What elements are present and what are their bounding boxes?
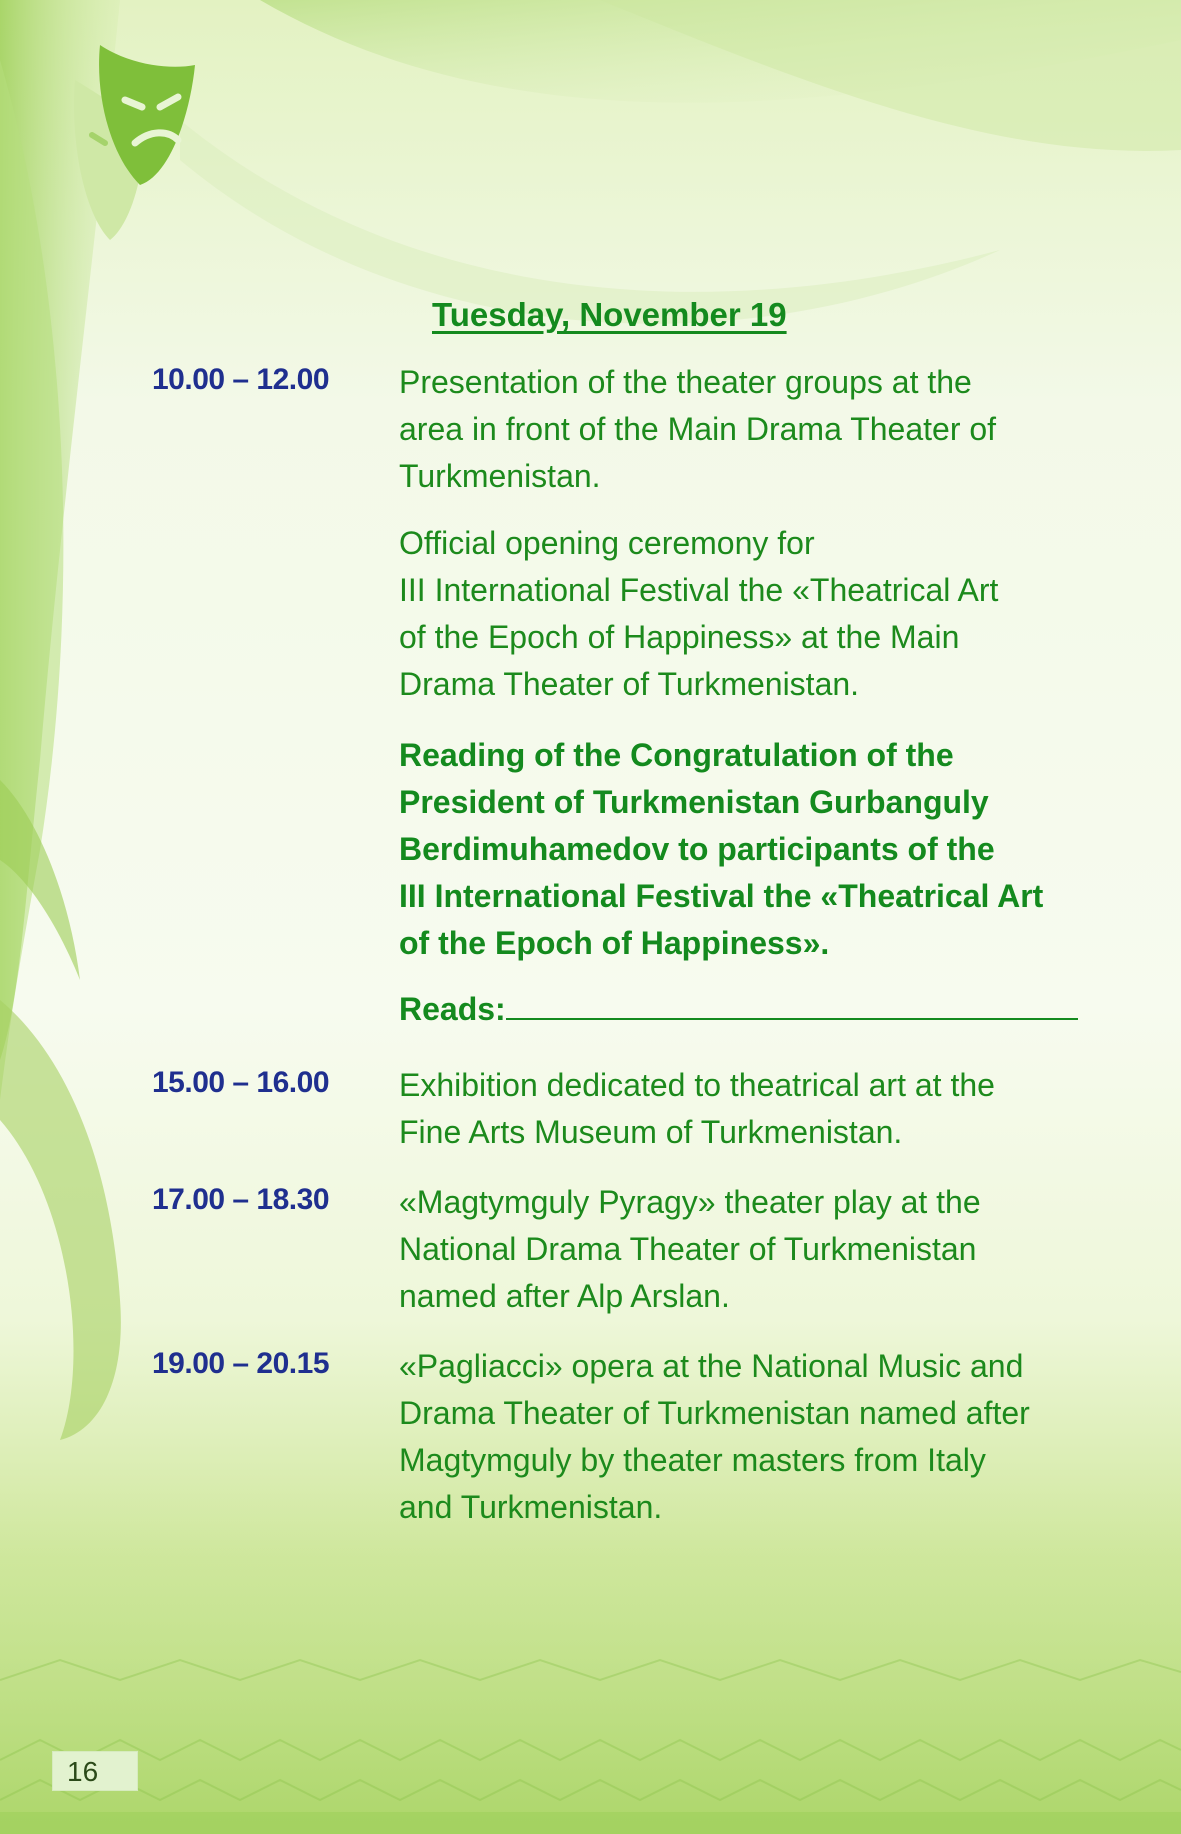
event-description: Presentation of the theater groups at the area in front of the Main Drama Theater of Turkmenistan. (399, 364, 997, 494)
reads-line (399, 988, 1078, 1028)
time-range: 17.00 – 18.30 (152, 1183, 330, 1216)
time-range: 15.00 – 16.00 (152, 1066, 330, 1099)
event-description: Reading of the Congratulation of the President of Turkmenistan Gurbanguly Berdimuhamedov to participants of the III International Festival the «Theatrical Art of the Epoch of Happiness». (399, 737, 1044, 961)
time-range: 10.00 – 12.00 (152, 363, 330, 396)
page-number: 16 (52, 1751, 138, 1791)
event-description: «Magtymguly Pyragy» theater play at the National Drama Theater of Turkmenistan named after Alp Arslan. (399, 1184, 981, 1314)
event-description: Exhibition dedicated to theatrical art at the Fine Arts Museum of Turkmenistan. (399, 1067, 995, 1150)
theater-masks-icon (50, 25, 200, 255)
day-title: Tuesday, November 19 (432, 296, 787, 333)
reads-blank (506, 988, 1078, 1020)
time-range: 19.00 – 20.15 (152, 1347, 330, 1380)
reads-label: Reads: (399, 991, 506, 1027)
event-description: «Pagliacci» opera at the National Music and Drama Theater of Turkmenistan named after Magtymguly by theater masters from Italy and Turkmenistan. (399, 1348, 1030, 1525)
event-description: Official opening ceremony for III International Festival the «Theatrical Art of the Epoch of Happiness» at the Main Drama Theater of Turkmenistan. (399, 525, 999, 702)
